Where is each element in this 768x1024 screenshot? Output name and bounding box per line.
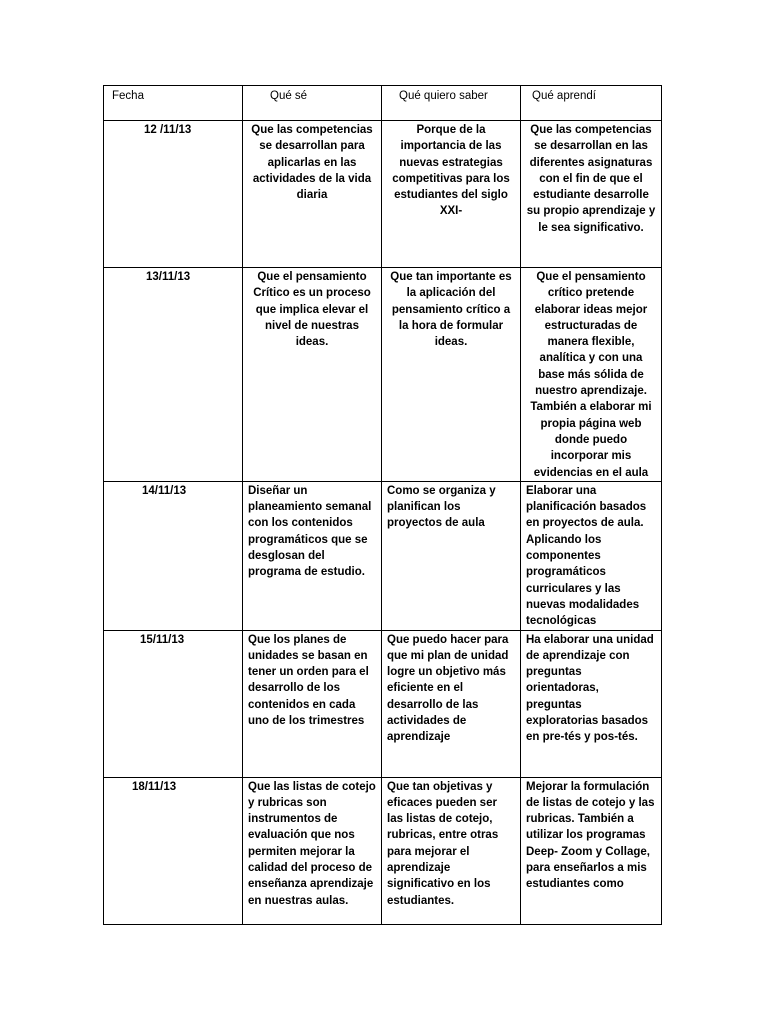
table-row	[104, 630, 662, 777]
header-fecha: Fecha	[104, 86, 243, 121]
header-que-quiero-saber: Qué quiero saber	[382, 86, 521, 121]
cell-date: 15/11/13	[104, 630, 243, 777]
cell-que-se: Que las listas de cotejo y rubricas son instrumentos de evaluación que nos permiten mejorar la calidad del proceso de enseñanza aprendizaje en nuestras aulas.	[243, 777, 382, 924]
cell-date: 18/11/13	[104, 777, 243, 924]
table-row	[104, 121, 662, 268]
cell-que-quiero-saber: Que tan objetivas y eficaces pueden ser las listas de cotejo, rubricas, entre otras para mejorar el aprendizaje significativo en los estudiantes.	[382, 777, 521, 924]
cell-que-quiero-saber: Que tan importante es la aplicación del pensamiento crítico a la hora de formular ideas.	[382, 268, 521, 482]
header-que-se: Qué sé	[243, 86, 382, 121]
cell-date: 13/11/13	[104, 268, 243, 482]
cell-que-quiero-saber: Porque de la importancia de las nuevas estrategias competitivas para los estudiantes del siglo XXI-	[382, 121, 521, 268]
kwl-table	[103, 85, 662, 925]
cell-que-aprendi: Mejorar la formulación de listas de cotejo y las rubricas. También a utilizar los programas Deep- Zoom y Collage, para enseñarlos a mis estudiantes como	[521, 777, 662, 924]
cell-que-se: Que el pensamiento Crítico es un proceso que implica elevar el nivel de nuestras ideas.	[243, 268, 382, 482]
table-row	[104, 268, 662, 482]
cell-que-quiero-saber: Como se organiza y planifican los proyectos de aula	[382, 481, 521, 630]
cell-que-quiero-saber: Que puedo hacer para que mi plan de unidad logre un objetivo más eficiente en el desarrollo de las actividades de aprendizaje	[382, 630, 521, 777]
table-row	[104, 777, 662, 924]
cell-date: 12 /11/13	[104, 121, 243, 268]
cell-que-se: Que los planes de unidades se basan en tener un orden para el desarrollo de los contenidos en cada uno de los trimestres	[243, 630, 382, 777]
cell-que-aprendi: Ha elaborar una unidad de aprendizaje con preguntas orientadoras, preguntas exploratorias basados en pre-tés y pos-tés.	[521, 630, 662, 777]
cell-que-aprendi: Elaborar una planificación basados en proyectos de aula. Aplicando los componentes programáticos curriculares y las nuevas modalidades tecnológicas	[521, 481, 662, 630]
table-header-row	[104, 86, 662, 121]
cell-que-se: Que las competencias se desarrollan para aplicarlas en las actividades de la vida diaria	[243, 121, 382, 268]
cell-que-se: Diseñar un planeamiento semanal con los contenidos programáticos que se desglosan del programa de estudio.	[243, 481, 382, 630]
cell-date: 14/11/13	[104, 481, 243, 630]
cell-que-aprendi: Que las competencias se desarrollan en las diferentes asignaturas con el fin de que el estudiante desarrolle su propio aprendizaje y le sea significativo.	[521, 121, 662, 268]
table-row	[104, 481, 662, 630]
header-que-aprendi: Qué aprendí	[521, 86, 662, 121]
cell-que-aprendi: Que el pensamiento crítico pretende elaborar ideas mejor estructuradas de manera flexible, analítica y con una base más sólida de nuestro aprendizaje. También a elaborar mi propia página web donde puedo incorporar mis evidencias en el aula	[521, 268, 662, 482]
